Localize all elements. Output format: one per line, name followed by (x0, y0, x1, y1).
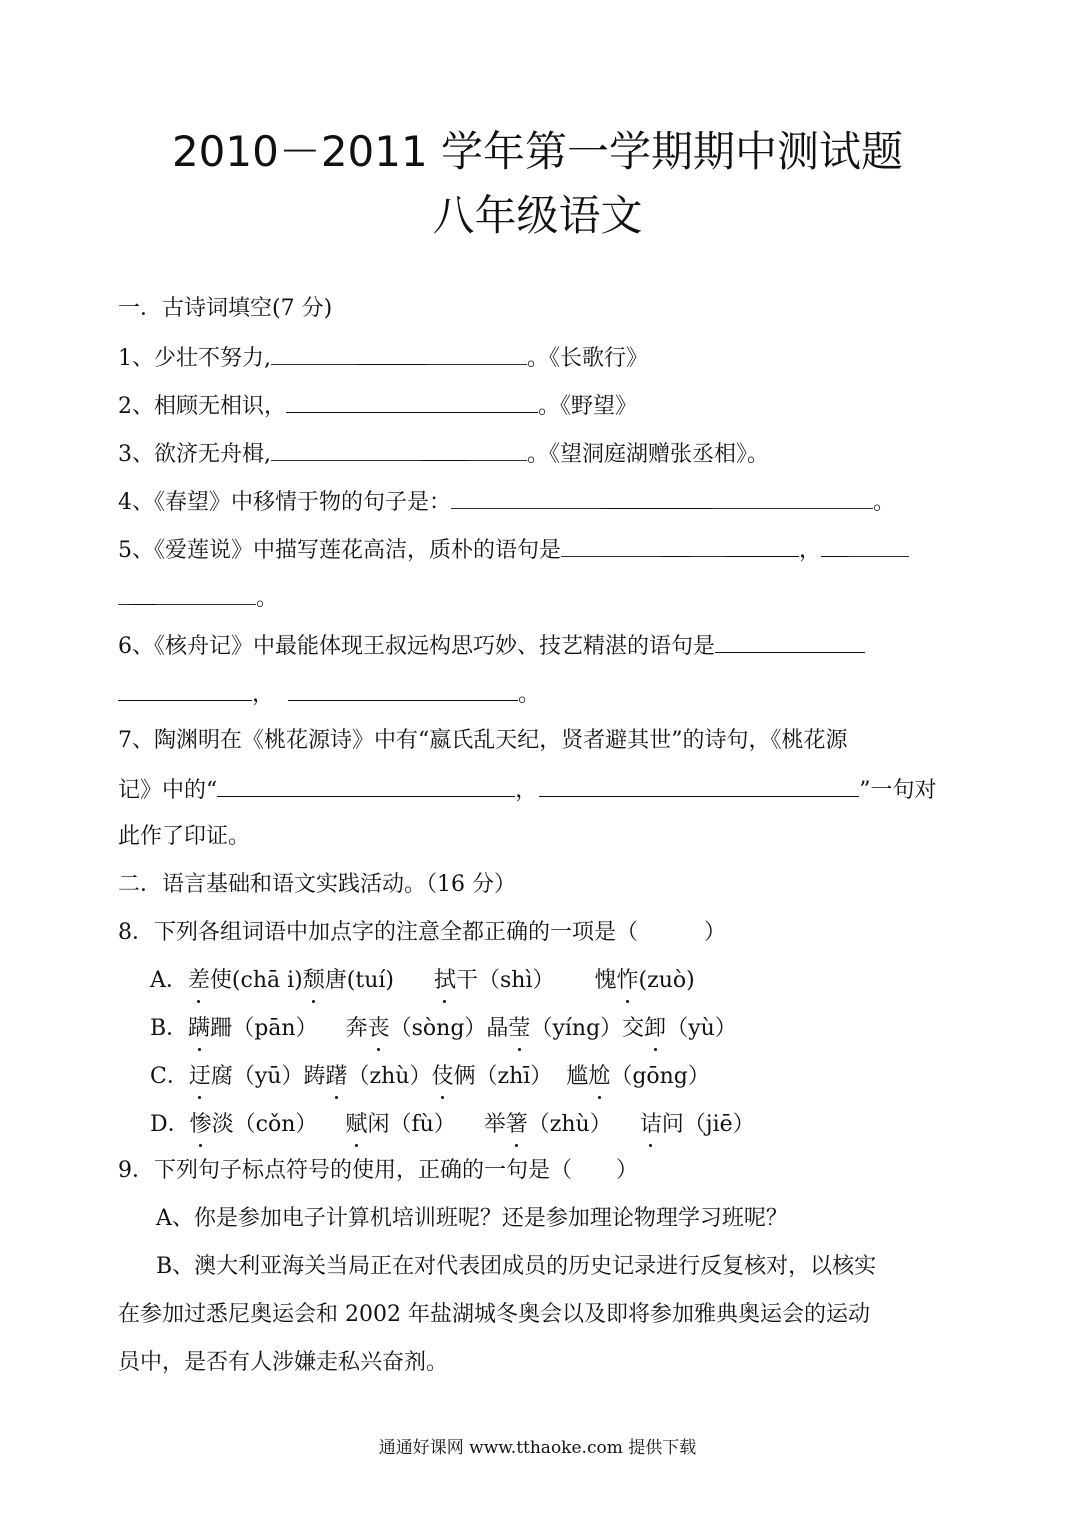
question-8: 8．下列各组词语中加点字的注意全都正确的一项是（ ） (118, 920, 726, 945)
question-7-text: 记》中的“ (118, 778, 218, 803)
answer-blank[interactable] (156, 582, 256, 605)
pinyin: （zhù） (347, 1064, 432, 1089)
answer-blank[interactable] (271, 438, 421, 461)
dotted-char: 伎 (431, 1062, 453, 1092)
question-9-option-b[interactable]: B、澳大利亚海关当局正在对代表团成员的历史记录进行反复核对，以核实 (156, 1254, 877, 1279)
word-char: 尴 (566, 1064, 589, 1089)
question-7-text-end: ”一句对 (859, 778, 937, 803)
option-label: B． (150, 1016, 189, 1041)
word-char: 跚 (210, 1016, 233, 1041)
answer-blank[interactable] (469, 438, 527, 461)
answer-blank[interactable] (271, 342, 357, 365)
section1-heading: 一．古诗词填空(7 分) (118, 296, 333, 321)
question-2 (118, 390, 637, 422)
question-1-text: 1、少壮不努力, (118, 346, 271, 371)
word-char: 交 (622, 1016, 645, 1041)
pinyin: （fù） (389, 1112, 456, 1137)
answer-blank[interactable] (713, 486, 873, 509)
pinyin: （cǒn） (233, 1112, 318, 1137)
dotted-char: 蹒 (188, 1014, 210, 1044)
question-2-text: 2、相顾无相识， (118, 394, 286, 419)
option-label: A． (150, 968, 188, 993)
dotted-char: 赋 (345, 1110, 367, 1140)
answer-blank[interactable] (130, 582, 156, 605)
answer-blank[interactable] (561, 534, 661, 557)
question-9-option-a[interactable]: A、你是参加电子计算机培训班呢？还是参加理论物理学习班呢？ (156, 1206, 788, 1231)
answer-blank[interactable] (427, 342, 527, 365)
option-label: D． (150, 1112, 190, 1137)
word-char: 踌 (303, 1064, 326, 1089)
answer-blank[interactable] (286, 390, 538, 413)
word-char: 问 (661, 1112, 684, 1137)
dotted-char: 拭 (434, 966, 456, 996)
pinyin: （zhī） (475, 1064, 553, 1089)
dotted-char: 莹 (508, 1014, 530, 1044)
word-char: 举 (483, 1112, 506, 1137)
question-6 (118, 630, 865, 662)
dotted-char: 差 (188, 966, 210, 996)
question-7-comma: ， (515, 778, 538, 803)
question-3 (118, 438, 769, 470)
dotted-char: 惨 (190, 1110, 212, 1140)
answer-blank[interactable] (661, 534, 691, 557)
question-1-source: 。《长歌行》 (527, 346, 649, 371)
word-char: 奔 (345, 1016, 368, 1041)
word-char: 使 (209, 968, 232, 993)
question-3-source: 。《望洞庭湖赠张丞相》。 (527, 442, 770, 467)
option-c[interactable] (150, 1062, 710, 1092)
pinyin: （shì） (478, 968, 555, 993)
exam-subtitle: 八年级语文 (432, 191, 643, 240)
dotted-char: 尬 (588, 1062, 610, 1092)
answer-blank[interactable] (118, 582, 130, 605)
option-b[interactable] (150, 1014, 737, 1044)
dotted-char: 箸 (506, 1110, 528, 1140)
pinyin: （zhù） (527, 1112, 612, 1137)
question-7-line-3: 此作了印证。 (118, 824, 251, 849)
question-5-end: 。 (256, 586, 279, 611)
answer-blank[interactable] (849, 534, 909, 557)
exam-title: 2010－2011 学年第一学期期中测试题 (171, 127, 904, 176)
dotted-char: 诘 (640, 1110, 662, 1140)
word-char: 愧 (594, 968, 617, 993)
answer-blank[interactable] (217, 774, 515, 797)
question-4 (118, 486, 895, 518)
dotted-char: 躇 (326, 1062, 348, 1092)
pinyin: （jiē） (683, 1112, 755, 1137)
question-6-end: 。 (518, 682, 541, 707)
question-9: 9．下列句子标点符号的使用，正确的一句是（ ） (118, 1158, 638, 1183)
pinyin: （sòng） (389, 1016, 487, 1041)
question-4-text: 4、《春望》中移情于物的句子是： (118, 490, 451, 515)
section2-heading: 二．语言基础和语文实践活动。（16 分） (118, 872, 516, 897)
question-6-continued (118, 678, 540, 710)
word-char: 晶 (486, 1016, 509, 1041)
option-label: C． (150, 1064, 189, 1089)
answer-blank[interactable] (715, 630, 865, 653)
question-6-text: 6、《核舟记》中最能体现王叔远构思巧妙、技艺精湛的语句是 (118, 634, 715, 659)
word-char: 俩 (453, 1064, 476, 1089)
pinyin: (tuí) (346, 968, 394, 993)
word-char: 腐 (210, 1064, 233, 1089)
question-3-text: 3、欲济无舟楫, (118, 442, 271, 467)
answer-blank[interactable] (357, 342, 427, 365)
answer-blank[interactable] (421, 438, 469, 461)
word-char: 唐 (324, 968, 347, 993)
question-5 (118, 534, 909, 566)
answer-blank[interactable] (601, 486, 713, 509)
question-7: 7、陶渊明在《桃花源诗》中有“嬴氏乱天纪，贤者避其世”的诗句，《桃花源 (118, 728, 848, 753)
answer-blank[interactable] (691, 534, 725, 557)
pinyin: （yù） (666, 1016, 737, 1041)
footer-credit: 通通好课网 www.tthaoke.com 提供下载 (378, 1438, 697, 1458)
pinyin: （gōng） (610, 1064, 710, 1089)
question-4-end: 。 (873, 490, 896, 515)
dotted-char: 迂 (189, 1062, 211, 1092)
option-a[interactable] (150, 966, 695, 996)
dotted-char: 卸 (644, 1014, 666, 1044)
question-5-continued (118, 582, 278, 614)
answer-blank[interactable] (118, 678, 252, 701)
pinyin: (zuò) (638, 968, 695, 993)
question-9-option-b-line-2: 在参加过悉尼奥运会和 2002 年盐湖城冬奥会以及即将参加雅典奥运会的运动 (118, 1302, 870, 1327)
answer-blank[interactable] (725, 534, 799, 557)
question-5-comma: ， (799, 538, 822, 563)
question-6-comma: ， (252, 682, 275, 707)
answer-blank[interactable] (539, 774, 859, 797)
dotted-char: 怍 (617, 966, 639, 996)
question-1 (118, 342, 648, 374)
question-7-line-2 (118, 774, 937, 806)
word-char: 闲 (367, 1112, 390, 1137)
answer-blank[interactable] (288, 678, 518, 701)
pinyin: （pān） (232, 1016, 318, 1041)
word-char: 淡 (211, 1112, 234, 1137)
option-d[interactable] (150, 1110, 755, 1140)
question-5-text: 5、《爱莲说》中描写莲花高洁，质朴的语句是 (118, 538, 561, 563)
pinyin: （yíng） (530, 1016, 623, 1041)
word-char: 干 (456, 968, 479, 993)
pinyin: （yū） (232, 1064, 304, 1089)
pinyin: (chā i) (231, 968, 303, 993)
question-9-option-b-line-3: 员中，是否有人涉嫌走私兴奋剂。 (118, 1350, 449, 1375)
answer-blank[interactable] (821, 534, 849, 557)
dotted-char: 颓 (303, 966, 325, 996)
question-2-source: 。《野望》 (538, 394, 638, 419)
answer-blank[interactable] (451, 486, 601, 509)
dotted-char: 丧 (368, 1014, 390, 1044)
